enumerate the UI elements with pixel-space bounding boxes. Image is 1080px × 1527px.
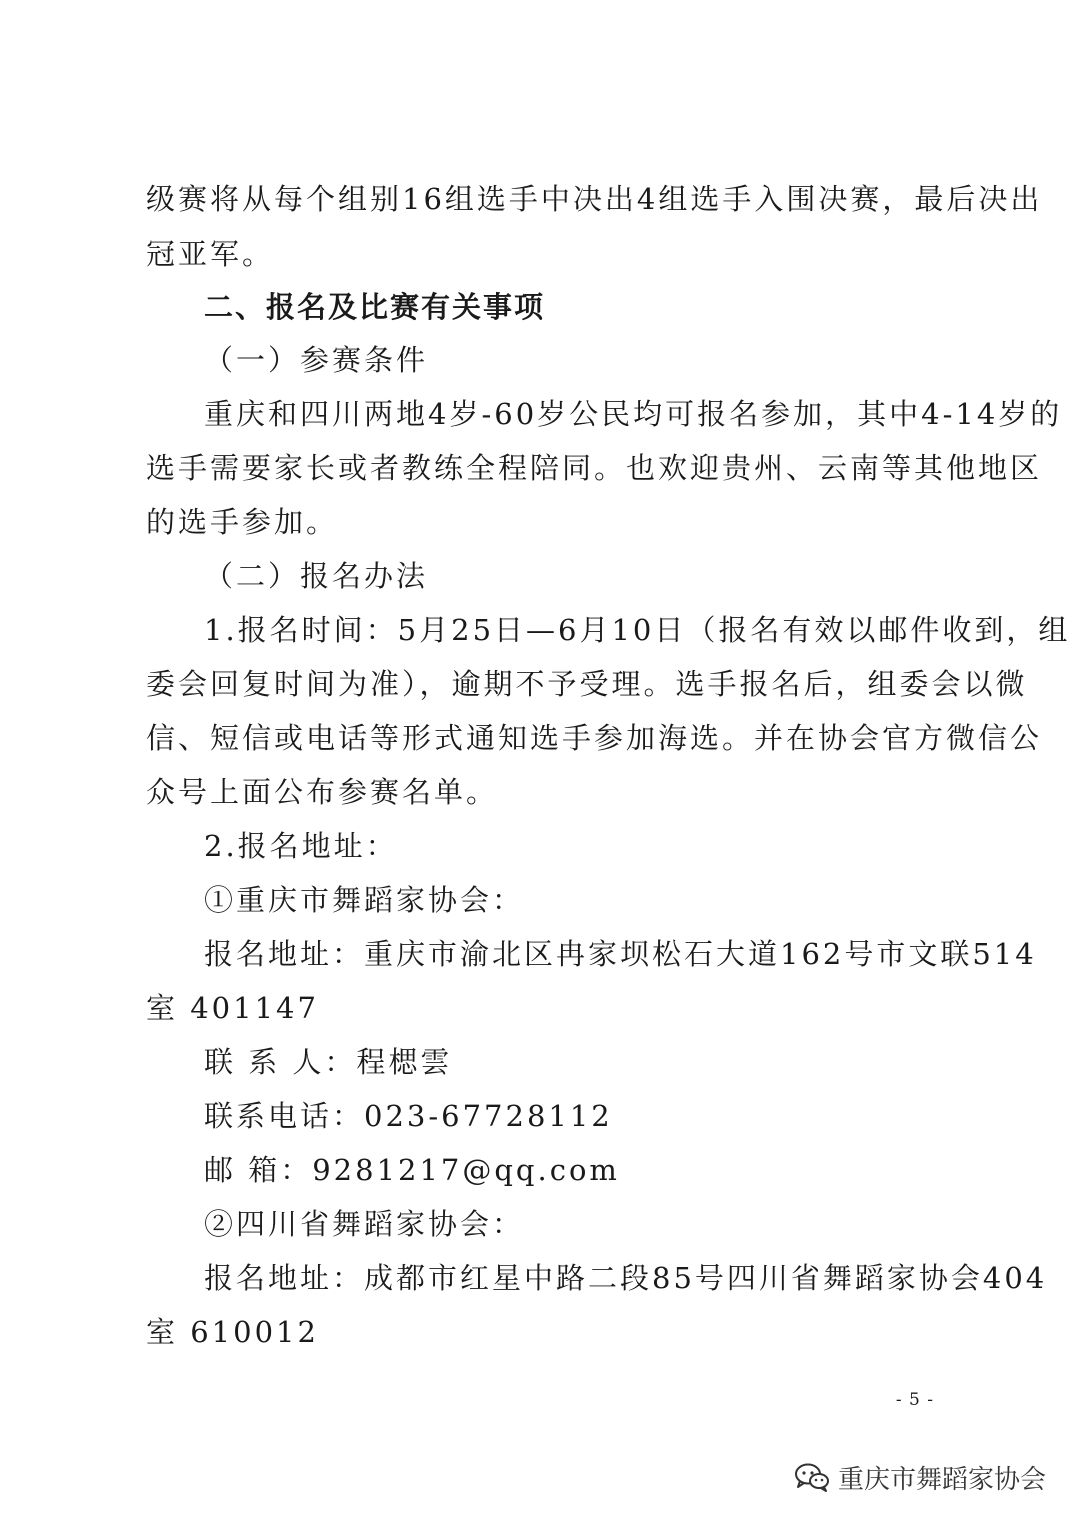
paragraph-line: 1.报名时间：5月25日—6月10日（报名有效以邮件收到，组 (204, 613, 1071, 647)
watermark (794, 1457, 1046, 1497)
paragraph-line: 信、短信或电话等形式通知选手参加海选。并在协会官方微信公 (146, 721, 1043, 755)
list-item: ②四川省舞蹈家协会： (204, 1207, 525, 1241)
contact-phone: 联系电话：023-67728112 (204, 1099, 613, 1133)
list-heading: 2.报名地址： (204, 829, 398, 863)
paragraph-line: 选手需要家长或者教练全程陪同。也欢迎贵州、云南等其他地区 (146, 451, 1043, 485)
paragraph-line: 重庆和四川两地4岁-60岁公民均可报名参加，其中4-14岁的 (204, 397, 1063, 431)
watermark-text: 重庆市舞蹈家协会 (837, 1464, 1046, 1495)
contact-email: 邮 箱：9281217@qq.com (204, 1153, 620, 1187)
address-line: 室 610012 (146, 1315, 319, 1349)
address-line: 报名地址：成都市红星中路二段85号四川省舞蹈家协会404 (204, 1261, 1048, 1295)
subsection-heading: （二）报名办法 (204, 559, 429, 593)
paragraph-line: 的选手参加。 (146, 505, 339, 539)
page-number: - 5 - (895, 1390, 934, 1410)
list-item: ①重庆市舞蹈家协会： (204, 883, 525, 917)
paragraph-line: 众号上面公布参赛名单。 (146, 775, 499, 809)
paragraph-line: 冠亚军。 (146, 237, 275, 271)
wechat-icon (794, 1462, 830, 1492)
address-line: 室 401147 (146, 991, 319, 1025)
section-heading: 二、报名及比赛有关事项 (204, 290, 546, 324)
subsection-heading: （一）参赛条件 (204, 343, 429, 377)
contact-person: 联 系 人：程楒雲 (204, 1045, 453, 1079)
paragraph-line: 级赛将从每个组别16组选手中决出4组选手入围决赛，最后决出 (146, 182, 1043, 216)
address-line: 报名地址：重庆市渝北区冉家坝松石大道162号市文联514 (204, 937, 1037, 971)
paragraph-line: 委会回复时间为准），逾期不予受理。选手报名后，组委会以微 (146, 667, 1028, 701)
